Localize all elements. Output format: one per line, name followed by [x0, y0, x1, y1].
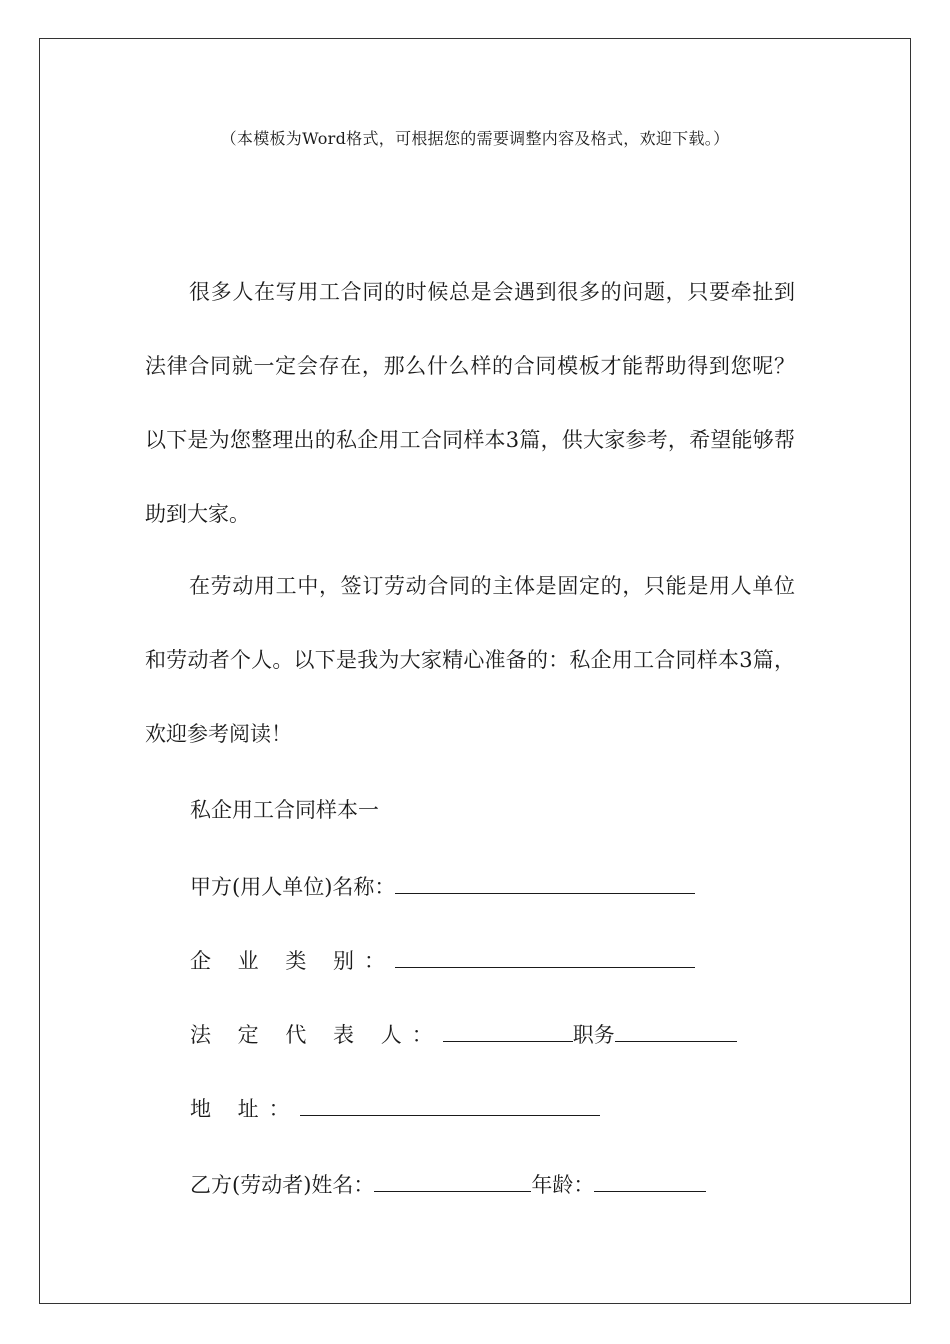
enterprise-type-label: 企 业 类 别：: [190, 949, 396, 973]
template-note: （本模板为Word格式，可根据您的需要调整内容及格式，欢迎下载。）: [220, 129, 730, 148]
legal-rep-label: 法 定 代 表 人：: [190, 1023, 443, 1047]
enterprise-type-blank[interactable]: [395, 947, 695, 968]
position-label: 职务: [572, 1023, 615, 1047]
legal-rep-blank[interactable]: [443, 1021, 573, 1042]
position-blank[interactable]: [615, 1021, 737, 1042]
party-b-name-blank[interactable]: [374, 1171, 531, 1192]
second-paragraph: 在劳动用工中，签订劳动合同的主体是固定的，只能是用人单位和劳动者个人。以下是我为大家精心准备的：私企用工合同样本3篇，欢迎参考阅读！: [145, 574, 795, 746]
age-label: 年龄：: [531, 1173, 595, 1197]
address-blank[interactable]: [300, 1095, 600, 1116]
address-label: 地 址：: [190, 1097, 300, 1121]
age-blank[interactable]: [594, 1171, 706, 1192]
enterprise-type-row: [190, 946, 695, 976]
party-b-name-label: 乙方(劳动者)姓名：: [190, 1173, 375, 1197]
section-title: 私企用工合同样本一: [190, 798, 379, 822]
legal-rep-row: [190, 1020, 737, 1050]
party-b-row: [190, 1170, 706, 1200]
party-a-name-blank[interactable]: [395, 873, 695, 894]
party-a-name-row: [190, 872, 695, 902]
address-row: [190, 1094, 600, 1124]
party-a-name-label: 甲方(用人单位)名称：: [190, 875, 396, 899]
intro-paragraph: 很多人在写用工合同的时候总是会遇到很多的问题，只要牵扯到法律合同就一定会存在，那么什么样的合同模板才能帮助得到您呢？以下是为您整理出的私企用工合同样本3篇，供大家参考，希望能够帮助到大家。: [145, 280, 795, 526]
